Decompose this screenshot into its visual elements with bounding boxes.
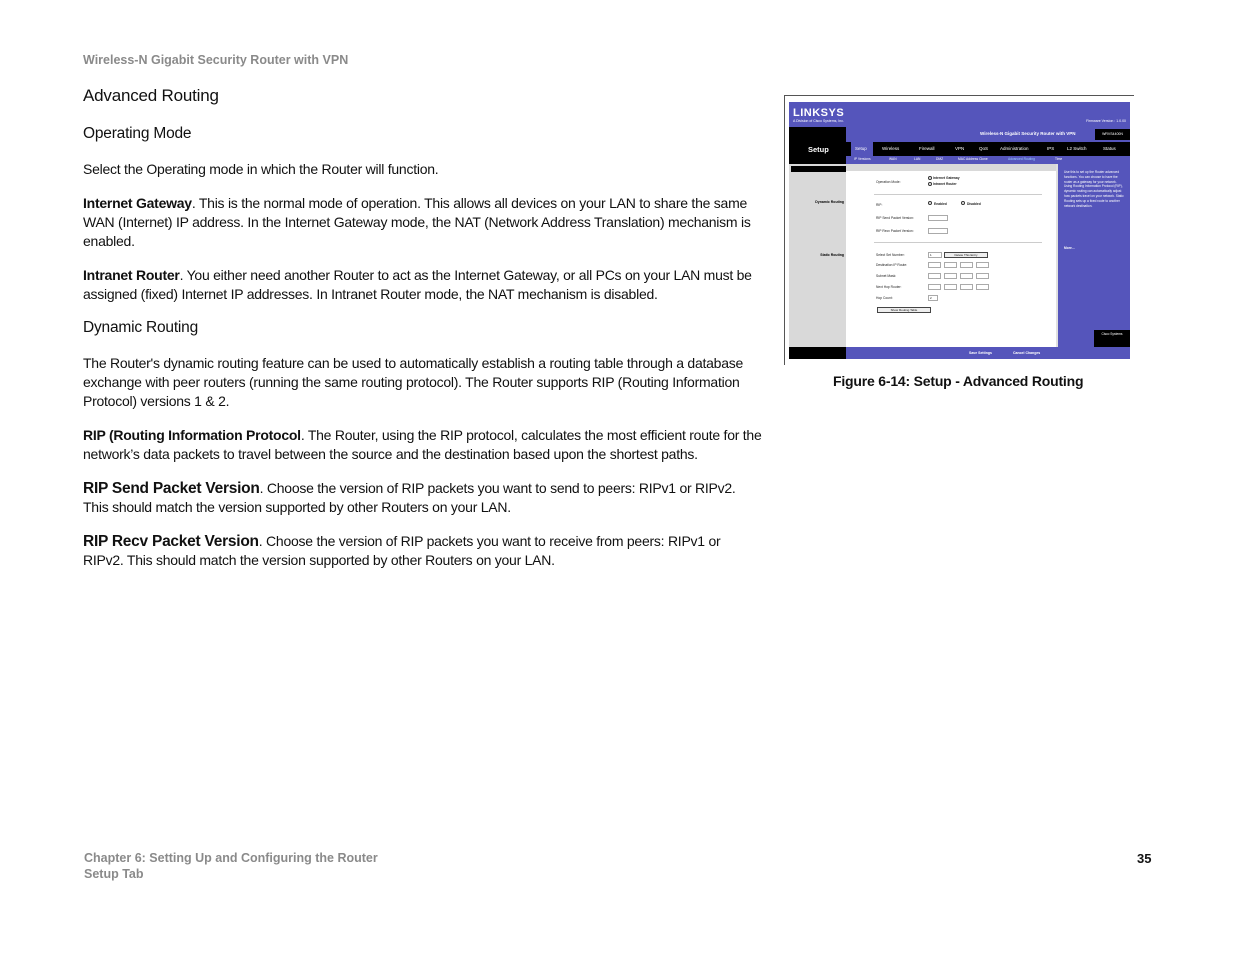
ss-select-set-number[interactable]: 1 (928, 252, 942, 258)
rip-term: RIP (Routing Information Protocol (83, 427, 301, 443)
ss-label-rip-send: RIP Send Packet Version: (876, 216, 914, 220)
ss-label-rip: RIP: (876, 203, 883, 207)
footer-subsection: Setup Tab (84, 867, 144, 881)
ss-radio-intranet-router[interactable] (928, 182, 932, 186)
ss-radio-rip-enabled[interactable] (928, 201, 932, 205)
ss-tab-vpn[interactable]: VPN (955, 146, 965, 151)
ss-tab-l2-switch[interactable]: L2 Switch (1067, 146, 1087, 151)
ss-label-hop-count: Hop Count: (876, 296, 893, 300)
linksys-logo: LINKSYS (793, 107, 845, 119)
ss-subtab-time[interactable]: Time (1055, 157, 1063, 161)
ss-cisco-logo: Cisco Systems (1094, 330, 1130, 347)
ss-main-grey-bar (846, 164, 1058, 171)
ss-tab-ips[interactable]: IPS (1047, 146, 1055, 151)
rip-send-term: RIP Send Packet Version (83, 480, 260, 497)
ss-label-next-hop: Next Hop Router: (876, 285, 902, 289)
ss-bottom-left-block (789, 347, 846, 359)
section-title: Advanced Routing (83, 86, 219, 105)
ss-help-column (1058, 164, 1130, 347)
document-footer (84, 850, 378, 882)
rip-recv-paragraph (83, 532, 763, 570)
ss-radio-internet-gateway[interactable] (928, 176, 932, 180)
figure-caption: Figure 6-14: Setup - Advanced Routing (833, 373, 1084, 389)
ss-dest-ip-field-3[interactable] (960, 262, 973, 268)
ss-subtab-mac-clone[interactable]: MAC Address Clone (958, 157, 988, 161)
ss-label-dest-ip: Destination IP Route: (876, 263, 908, 267)
ss-separator-1 (874, 194, 1042, 195)
ss-label-rip-recv: RIP Recv Packet Version: (876, 229, 914, 233)
ss-subtab-advanced-routing[interactable]: Advanced Routing (1008, 157, 1035, 161)
ss-save-settings-button[interactable]: Save Settings (969, 351, 992, 355)
operating-mode-intro: Select the Operating mode in which the Router will function. (83, 161, 439, 177)
ss-hop-count-field[interactable]: 2 (928, 295, 938, 301)
rip-text: . The Router, using the RIP protocol, calculates the most efficient route for the network’s data packets to travel between the source and the destination based upon the shortest paths. (83, 427, 762, 462)
ss-next-hop-field-2[interactable] (944, 284, 957, 290)
ss-tab-status[interactable]: Status (1103, 146, 1116, 151)
ss-subnet-field-2[interactable] (944, 273, 957, 279)
footer-chapter: Chapter 6: Setting Up and Configuring the Router (84, 851, 378, 865)
ss-help-text: Use this to set up the Router advanced functions. You can choose to have the router as a gateway for your network. Using Routing Information Protocol (RIP), dynamic routing can automatically adjust how packets travel on your network. Static Routing sets up a fixed route to another network destination. (1064, 170, 1124, 208)
ss-section-static-routing: Static Routing (820, 253, 844, 257)
rip-send-paragraph (83, 479, 763, 517)
intranet-router-term: Intranet Router (83, 267, 180, 283)
ss-tab-setup[interactable]: Setup (855, 146, 867, 151)
ss-select-rip-send[interactable] (928, 215, 948, 221)
ss-label-operation-mode: Operation Mode: (876, 180, 901, 184)
ss-subtab-dmz[interactable]: DMZ (936, 157, 944, 161)
ss-tab-wireless[interactable]: Wireless (882, 146, 900, 151)
firmware-version: Firmware Version : 1.0.00 (1086, 119, 1126, 123)
internet-gateway-text: . This is the normal mode of operation. This allows all devices on your LAN to share the same WAN (Internet) IP address. In the Internet Gateway mode, the NAT (Network Address Translation) mechanism is enabled. (83, 195, 751, 249)
ss-next-hop-field-4[interactable] (976, 284, 989, 290)
ss-subtab-lan[interactable]: LAN (914, 157, 921, 161)
ss-label-enabled: Enabled (934, 202, 947, 206)
ss-dest-ip-field-1[interactable] (928, 262, 941, 268)
internet-gateway-paragraph (83, 194, 763, 251)
intranet-router-text: . You either need another Router to act as the Internet Gateway, or all PCs on your LAN must be assigned (fixed) Internet IP addresses. In Intranet Router mode, the NAT mechanism is disabled. (83, 267, 752, 302)
ss-more-link[interactable]: More... (1064, 246, 1075, 250)
ss-show-routing-table-button[interactable]: Show Routing Table (877, 307, 931, 313)
ss-section-dynamic-routing: Dynamic Routing (815, 200, 844, 204)
ss-tab-firewall[interactable]: Firewall (919, 146, 935, 151)
ss-subnet-field-4[interactable] (976, 273, 989, 279)
ss-dest-ip-field-4[interactable] (976, 262, 989, 268)
ss-next-hop-field-3[interactable] (960, 284, 973, 290)
ss-dest-ip-field-2[interactable] (944, 262, 957, 268)
ss-label-internet-gateway: Internet Gateway (933, 176, 960, 180)
rip-recv-text: . Choose the version of RIP packets you want to receive from peers: RIPv1 or RIPv2. This should match the version supported by other Routers on your LAN. (83, 533, 721, 568)
ss-tab-administration[interactable]: Administration (1000, 146, 1029, 151)
rip-paragraph (83, 426, 763, 464)
ss-radio-rip-disabled[interactable] (961, 201, 965, 205)
intranet-router-paragraph (83, 266, 763, 304)
ss-subnet-field-3[interactable] (960, 273, 973, 279)
router-ui-screenshot (789, 102, 1130, 360)
ss-subtab-wan[interactable]: WAN (889, 157, 897, 161)
ss-label-disabled: Disabled (967, 202, 981, 206)
ss-subnet-field-1[interactable] (928, 273, 941, 279)
page-number: 35 (1137, 851, 1152, 866)
rip-send-text: . Choose the version of RIP packets you want to send to peers: RIPv1 or RIPv2. This should match the version supported by other Routers on your LAN. (83, 480, 736, 515)
figure-screenshot (784, 95, 1134, 365)
ss-subtab-ip-versions[interactable]: IP Versions (854, 157, 871, 161)
ss-delete-entry-button[interactable]: Delete This Entry (944, 252, 988, 258)
ss-label-intranet-router: Intranet Router (933, 182, 957, 186)
ss-next-hop-field-1[interactable] (928, 284, 941, 290)
ss-model-number: WRVS4400N (1095, 129, 1130, 140)
ss-label-subnet: Subnet Mask: (876, 274, 897, 278)
rip-recv-term: RIP Recv Packet Version (83, 533, 259, 550)
dynamic-routing-intro: The Router's dynamic routing feature can be used to automatically establish a routing table through a database exchange with peer routers (running the same routing protocol). The Router supports RIP (Routing Information Protocol) versions 1 & 2. (83, 355, 744, 409)
internet-gateway-term: Internet Gateway (83, 195, 192, 211)
ss-cancel-changes-button[interactable]: Cancel Changes (1013, 351, 1041, 355)
ss-separator-2 (874, 242, 1042, 243)
ss-product-name: Wireless-N Gigabit Security Router with VPN (980, 131, 1076, 136)
ss-tab-qos[interactable]: QoS (979, 146, 989, 151)
dynamic-routing-heading: Dynamic Routing (83, 319, 199, 336)
main-text-column (83, 86, 763, 585)
ss-page-name: Setup (808, 145, 829, 154)
document-header-title: Wireless-N Gigabit Security Router with VPN (83, 53, 349, 67)
ss-select-rip-recv[interactable] (928, 228, 948, 234)
operating-mode-heading: Operating Mode (83, 125, 192, 142)
linksys-logo-sub: A Division of Cisco Systems, Inc. (793, 119, 844, 123)
ss-label-select-set: Select Set Number: (876, 253, 905, 257)
